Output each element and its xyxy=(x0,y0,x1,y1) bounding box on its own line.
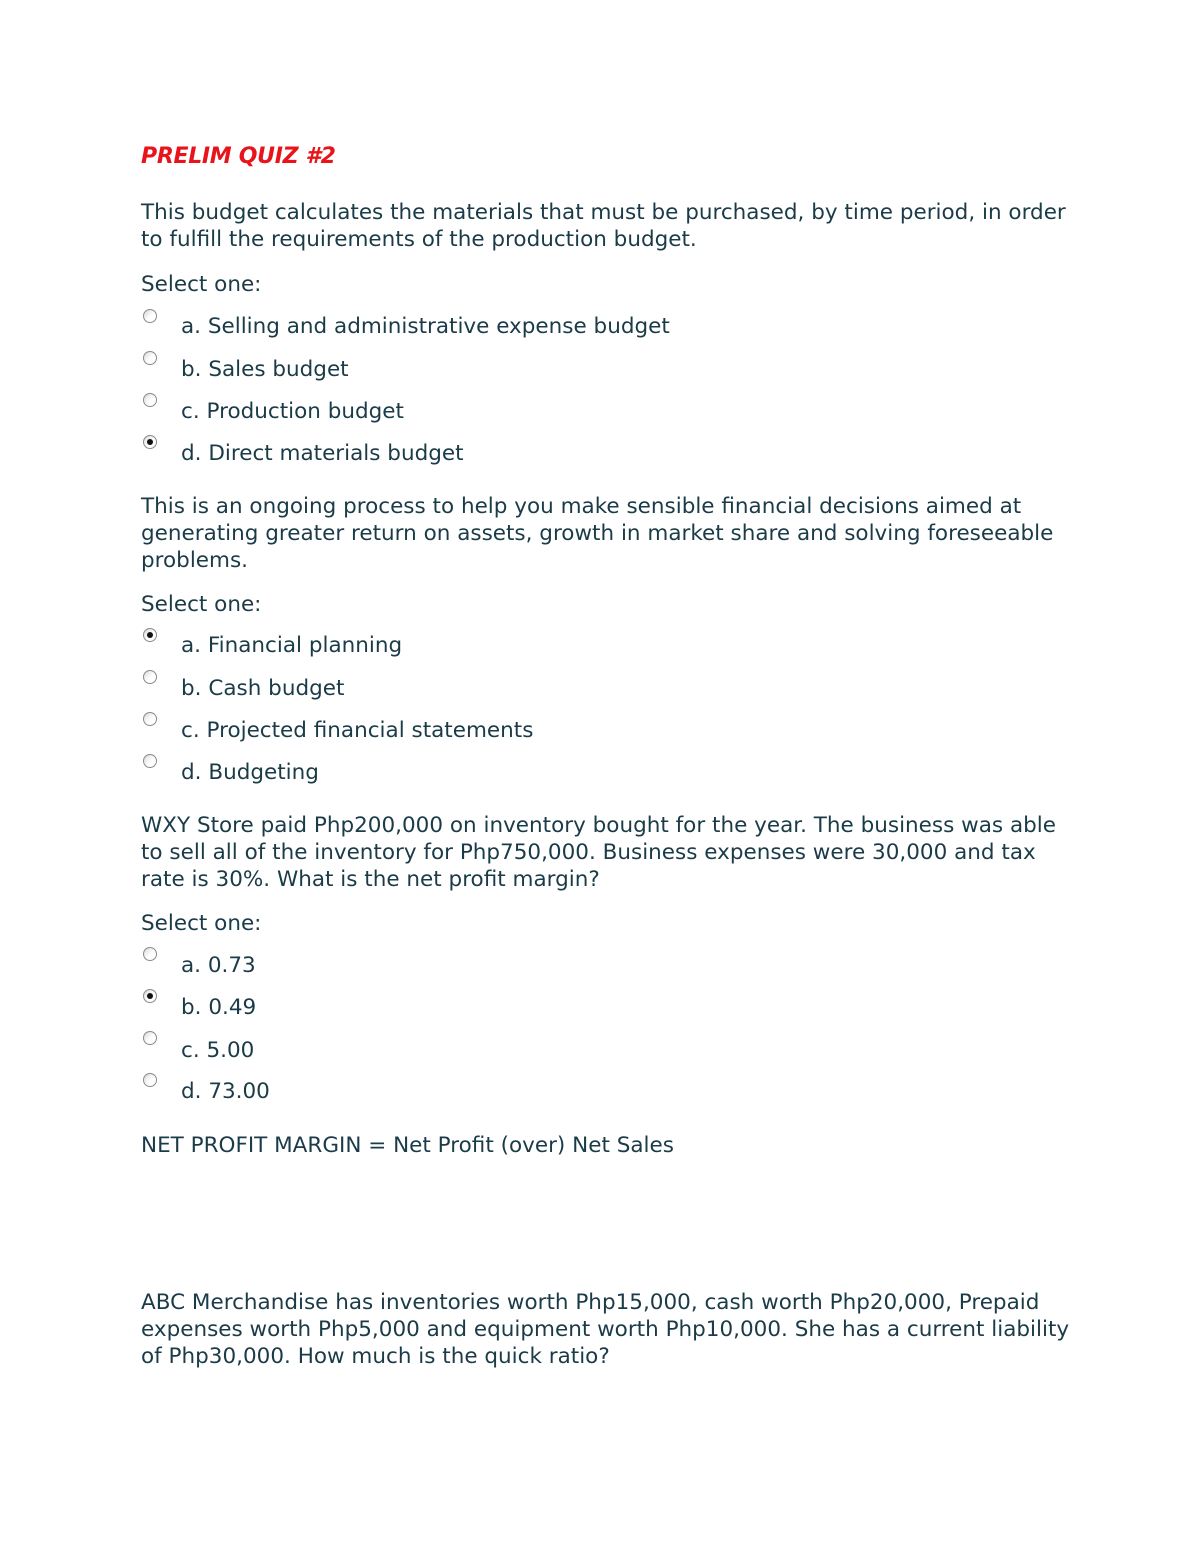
question-4-text: ABC Merchandise has inventories worth Php15,000, cash worth Php20,000, Prepaid expenses worth Php5,000 and equipment worth Php10,000. She has a current liability of Php30,000. How much is the quick ratio? xyxy=(141,1290,1070,1369)
option-label: d. 73.00 xyxy=(181,1079,270,1104)
question-1-prompt: Select one: xyxy=(141,272,262,297)
question-3-text: WXY Store paid Php200,000 on inventory bought for the year. The business was able to sell all of the inventory for Php750,000. Business expenses were 30,000 and tax rate is 30%. What is the net profit margin? xyxy=(141,813,1056,892)
option-label: a. 0.73 xyxy=(181,953,256,978)
radio-button[interactable] xyxy=(143,1031,157,1045)
option-label: b. Sales budget xyxy=(181,357,349,382)
quiz-title: PRELIM QUIZ #2 xyxy=(141,144,336,169)
question-3-option-a[interactable] xyxy=(141,947,841,977)
radio-button[interactable] xyxy=(143,309,157,323)
option-label: c. Production budget xyxy=(181,399,404,424)
option-label: c. Projected financial statements xyxy=(181,718,534,743)
question-2-option-c[interactable] xyxy=(141,712,841,742)
question-1-option-b[interactable] xyxy=(141,351,841,381)
question-1-text: This budget calculates the materials that must be purchased, by time period, in order to fulfill the requirements of the production budget. xyxy=(141,200,1066,252)
radio-button[interactable] xyxy=(143,1073,157,1087)
radio-button[interactable] xyxy=(143,712,157,726)
question-2-prompt: Select one: xyxy=(141,592,262,617)
radio-button[interactable] xyxy=(143,351,157,365)
option-label: a. Financial planning xyxy=(181,633,403,658)
question-2-text: This is an ongoing process to help you make sensible financial decisions aimed at generating greater return on assets, growth in market share and solving foreseeable problems. xyxy=(141,494,1054,573)
radio-button[interactable] xyxy=(143,754,157,768)
question-3-prompt: Select one: xyxy=(141,911,262,936)
option-label: b. Cash budget xyxy=(181,676,345,701)
radio-button-checked[interactable] xyxy=(143,435,157,449)
formula-note: NET PROFIT MARGIN = Net Profit (over) Net Sales xyxy=(141,1133,674,1158)
radio-button[interactable] xyxy=(143,393,157,407)
question-2-option-b[interactable] xyxy=(141,670,841,700)
question-3-option-b[interactable] xyxy=(141,989,841,1019)
option-label: d. Budgeting xyxy=(181,760,319,785)
radio-button[interactable] xyxy=(143,670,157,684)
question-2-option-d[interactable] xyxy=(141,754,841,784)
radio-button-checked[interactable] xyxy=(143,628,157,642)
radio-button-checked[interactable] xyxy=(143,989,157,1003)
question-3-option-c[interactable] xyxy=(141,1031,841,1061)
question-1-option-c[interactable] xyxy=(141,393,841,423)
question-1-option-d[interactable] xyxy=(141,435,841,465)
option-label: b. 0.49 xyxy=(181,995,257,1020)
question-3-option-d[interactable] xyxy=(141,1073,841,1103)
question-1-option-a[interactable] xyxy=(141,309,841,339)
option-label: d. Direct materials budget xyxy=(181,441,464,466)
option-label: a. Selling and administrative expense budget xyxy=(181,314,670,339)
option-label: c. 5.00 xyxy=(181,1038,255,1063)
radio-button[interactable] xyxy=(143,947,157,961)
question-2-option-a[interactable] xyxy=(141,628,841,658)
